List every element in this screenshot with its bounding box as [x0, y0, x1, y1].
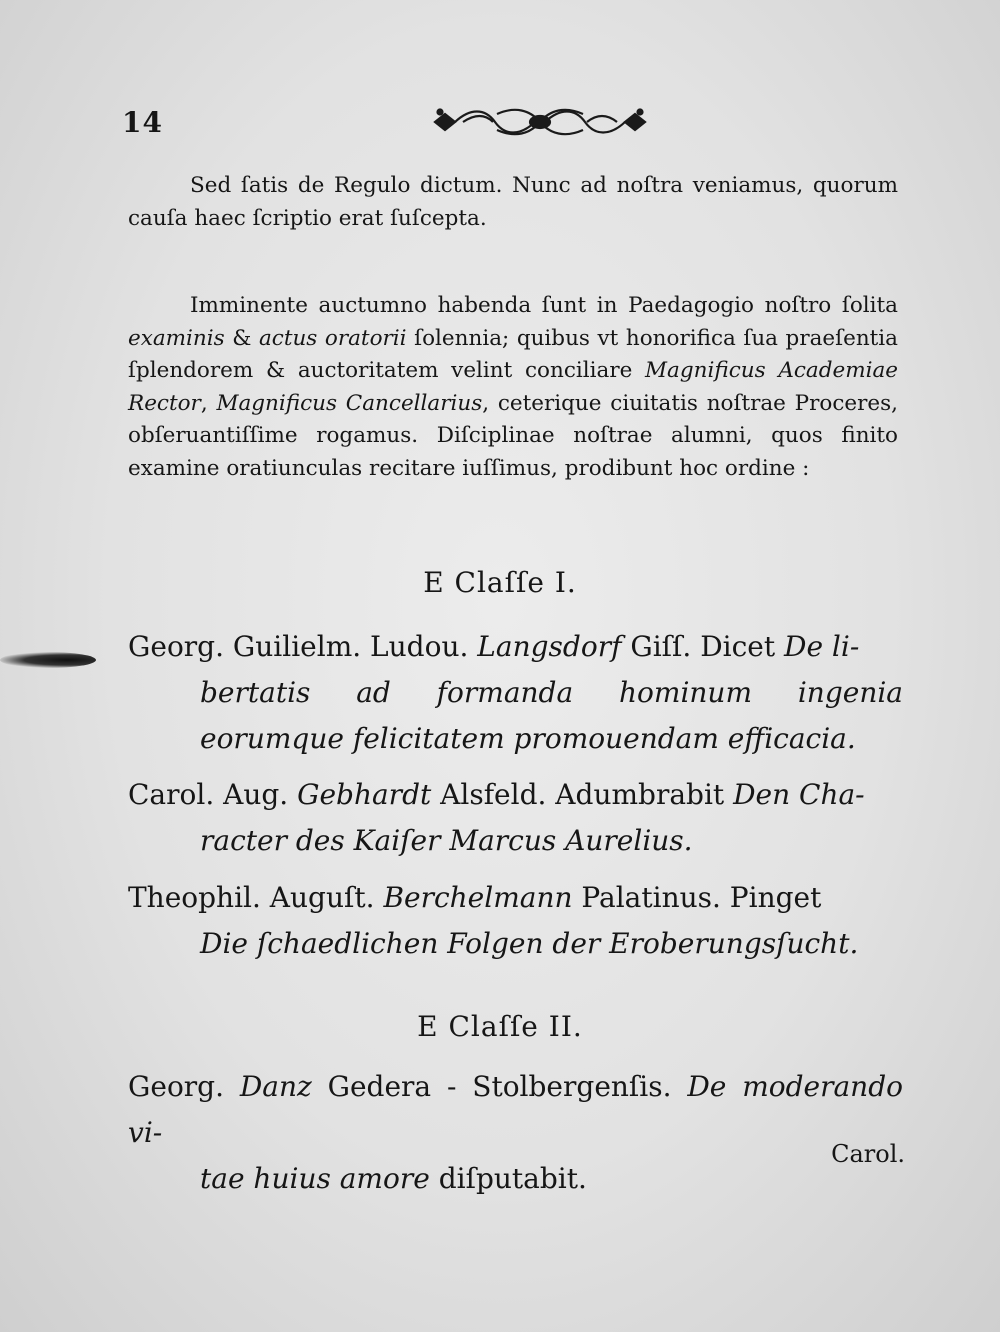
page-number: 14	[122, 106, 163, 139]
announcement-paragraph: Imminente auctumno habenda ſunt in Paedagogio noſtro ſolita examinis & actus oratorii ſolennia; quibus vt honorifica ſua praeſentia ſplendorem & auctoritatem velint conciliare Magnificus Academiae Rector, Magnificus Cancellarius, ceterique ciuitatis noſtrae Proceres, obſeruantiſſime rogamus. Diſciplinae noſtrae alumni, quos finito examine oratiunculas recitare iuſſimus, prodibunt hoc ordine :	[128, 293, 898, 481]
margin-shadow	[0, 652, 96, 668]
catchword: Carol.	[831, 1140, 905, 1168]
class-2-entry-1: Georg. Danz Gedera - Stolbergenſis. De moderando vi- tae huius amore diſputabit.	[128, 1070, 903, 1195]
class-2-heading: E Claſſe II.	[417, 1010, 583, 1043]
ornament-headpiece	[425, 104, 655, 140]
intro-paragraph: Sed ſatis de Regulo dictum. Nunc ad noſtra veniamus, quorum cauſa haec ſcriptio erat ſuſcepta.	[128, 173, 898, 231]
class-1-entry-1: Georg. Guilielm. Ludou. Langsdorf Giſſ. Dicet De li- bertatis ad formanda hominum ingenia eorumque felicitatem promouendam efficacia.	[128, 630, 903, 755]
class-1-entry-3: Theophil. Auguſt. Berchelmann Palatinus. Pinget Die ſchaedlichen Folgen der Eroberungsſucht.	[128, 881, 859, 960]
class-1-heading: E Claſſe I.	[423, 566, 577, 599]
class-1-entry-2: Carol. Aug. Gebhardt Alsfeld. Adumbrabit Den Cha- racter des Kaiſer Marcus Aurelius.	[128, 778, 865, 857]
